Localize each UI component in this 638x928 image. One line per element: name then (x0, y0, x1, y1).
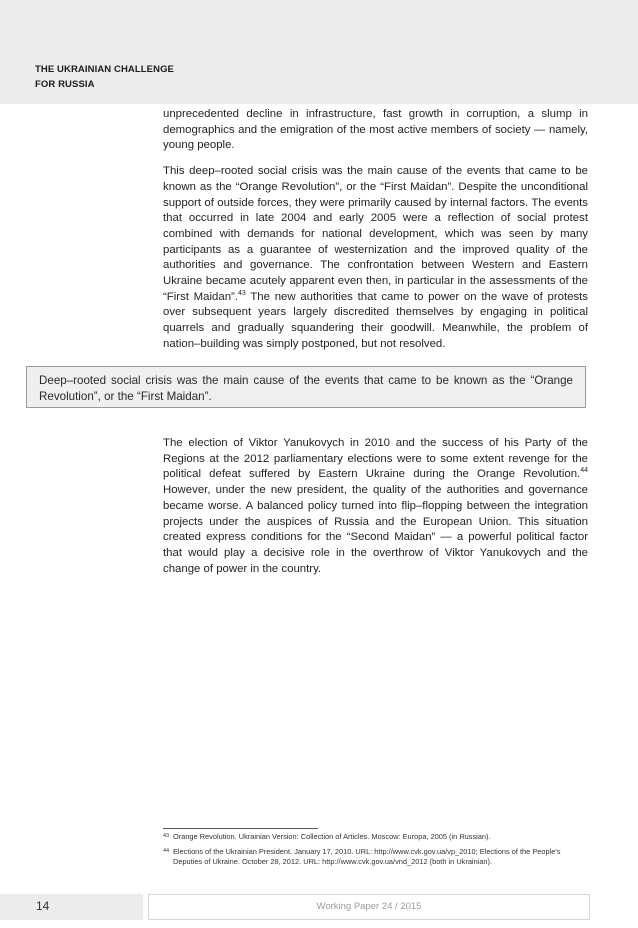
footnote-text: Elections of the Ukrainian President. January 17, 2010. URL: http://www.cvk.gov.ua/vp_2010; Elections of the People's Deputies of Ukraine. October 28, 2012. URL: http://www.cvk.gov.ua/vnd_2012 (both in Ukrainian). (173, 846, 561, 866)
pull-quote (26, 366, 586, 408)
paragraph-1: unprecedented decline in infrastructure, fast growth in corruption, a slump in demographics and the emigration of the most active members of society — namely, young people. (163, 108, 588, 152)
footer-series-label: Working Paper 24 / 2015 (316, 901, 422, 912)
footnote-43 (163, 832, 588, 843)
running-head (35, 62, 255, 92)
footnote-number: 44 (163, 847, 170, 854)
paragraph-2 (163, 164, 588, 352)
paragraph-3-part-a: The election of Viktor Yanukovych in 2010 and the success of his Party of the Regions at the 2012 parliamentary elections were to some extent revenge for the political defeat suffered by Eastern Ukraine during the Orange Revolution. (163, 437, 588, 481)
page-number-box (0, 894, 143, 920)
paragraph-3 (163, 436, 588, 577)
pull-quote-text: Deep–rooted social crisis was the main cause of the events that came to be known as the “Orange Revolution”, or the “First Maidan”. (39, 374, 573, 403)
footnote-ref-44[interactable]: 44 (580, 467, 588, 475)
running-head-line-1: THE UKRAINIAN CHALLENGE (35, 64, 174, 75)
footnote-44 (163, 847, 588, 868)
paragraph-3-part-b: However, under the new president, the quality of the authorities and governance became worse. A balanced policy turned into flip–flopping between the integration projects under the auspices of Russia and the European Union. This situation created express conditions for the “Second Maidan” — a powerful political factor that would play a decisive role in the overthrow of Viktor Yanukovych and the change of power in the country. (163, 484, 588, 575)
paragraph-2-part-b: The new authorities that came to power on the wave of protests over subsequent years largely discredited themselves by engaging in political quarrels and gradually squandering their goodwill. Meanwhile, the problem of nation–building was simply postponed, but not resolved. (163, 290, 588, 350)
footer-series-box (148, 894, 590, 920)
body-text-bottom (163, 436, 588, 587)
body-text-top (163, 107, 588, 363)
footnotes (163, 832, 588, 872)
footnote-ref-43[interactable]: 43 (238, 289, 246, 297)
running-head-line-2: FOR RUSSIA (35, 79, 95, 90)
paragraph-2-part-a: This deep–rooted social crisis was the main cause of the events that came to be known as the “Orange Revolution”, or the “First Maidan”. Despite the unconditional support of outside forces, they were primarily caused by internal factors. The events that occurred in late 2004 and early 2005 were a reflection of social protest combined with demands for national development, which was seen by many participants as a guarantee of westernization and the improved quality of the authorities and governance. The confrontation between Western and Eastern Ukraine became acutely apparent even then, in particular in the assessments of the “First Maidan”. (163, 165, 588, 303)
footnote-number: 43 (163, 833, 170, 839)
footnote-divider (163, 828, 318, 829)
page-number: 14 (36, 899, 50, 913)
footnote-text: Orange Revolution. Ukrainian Version: Collection of Articles. Moscow: Europa, 2005 (in Russian). (173, 832, 491, 841)
